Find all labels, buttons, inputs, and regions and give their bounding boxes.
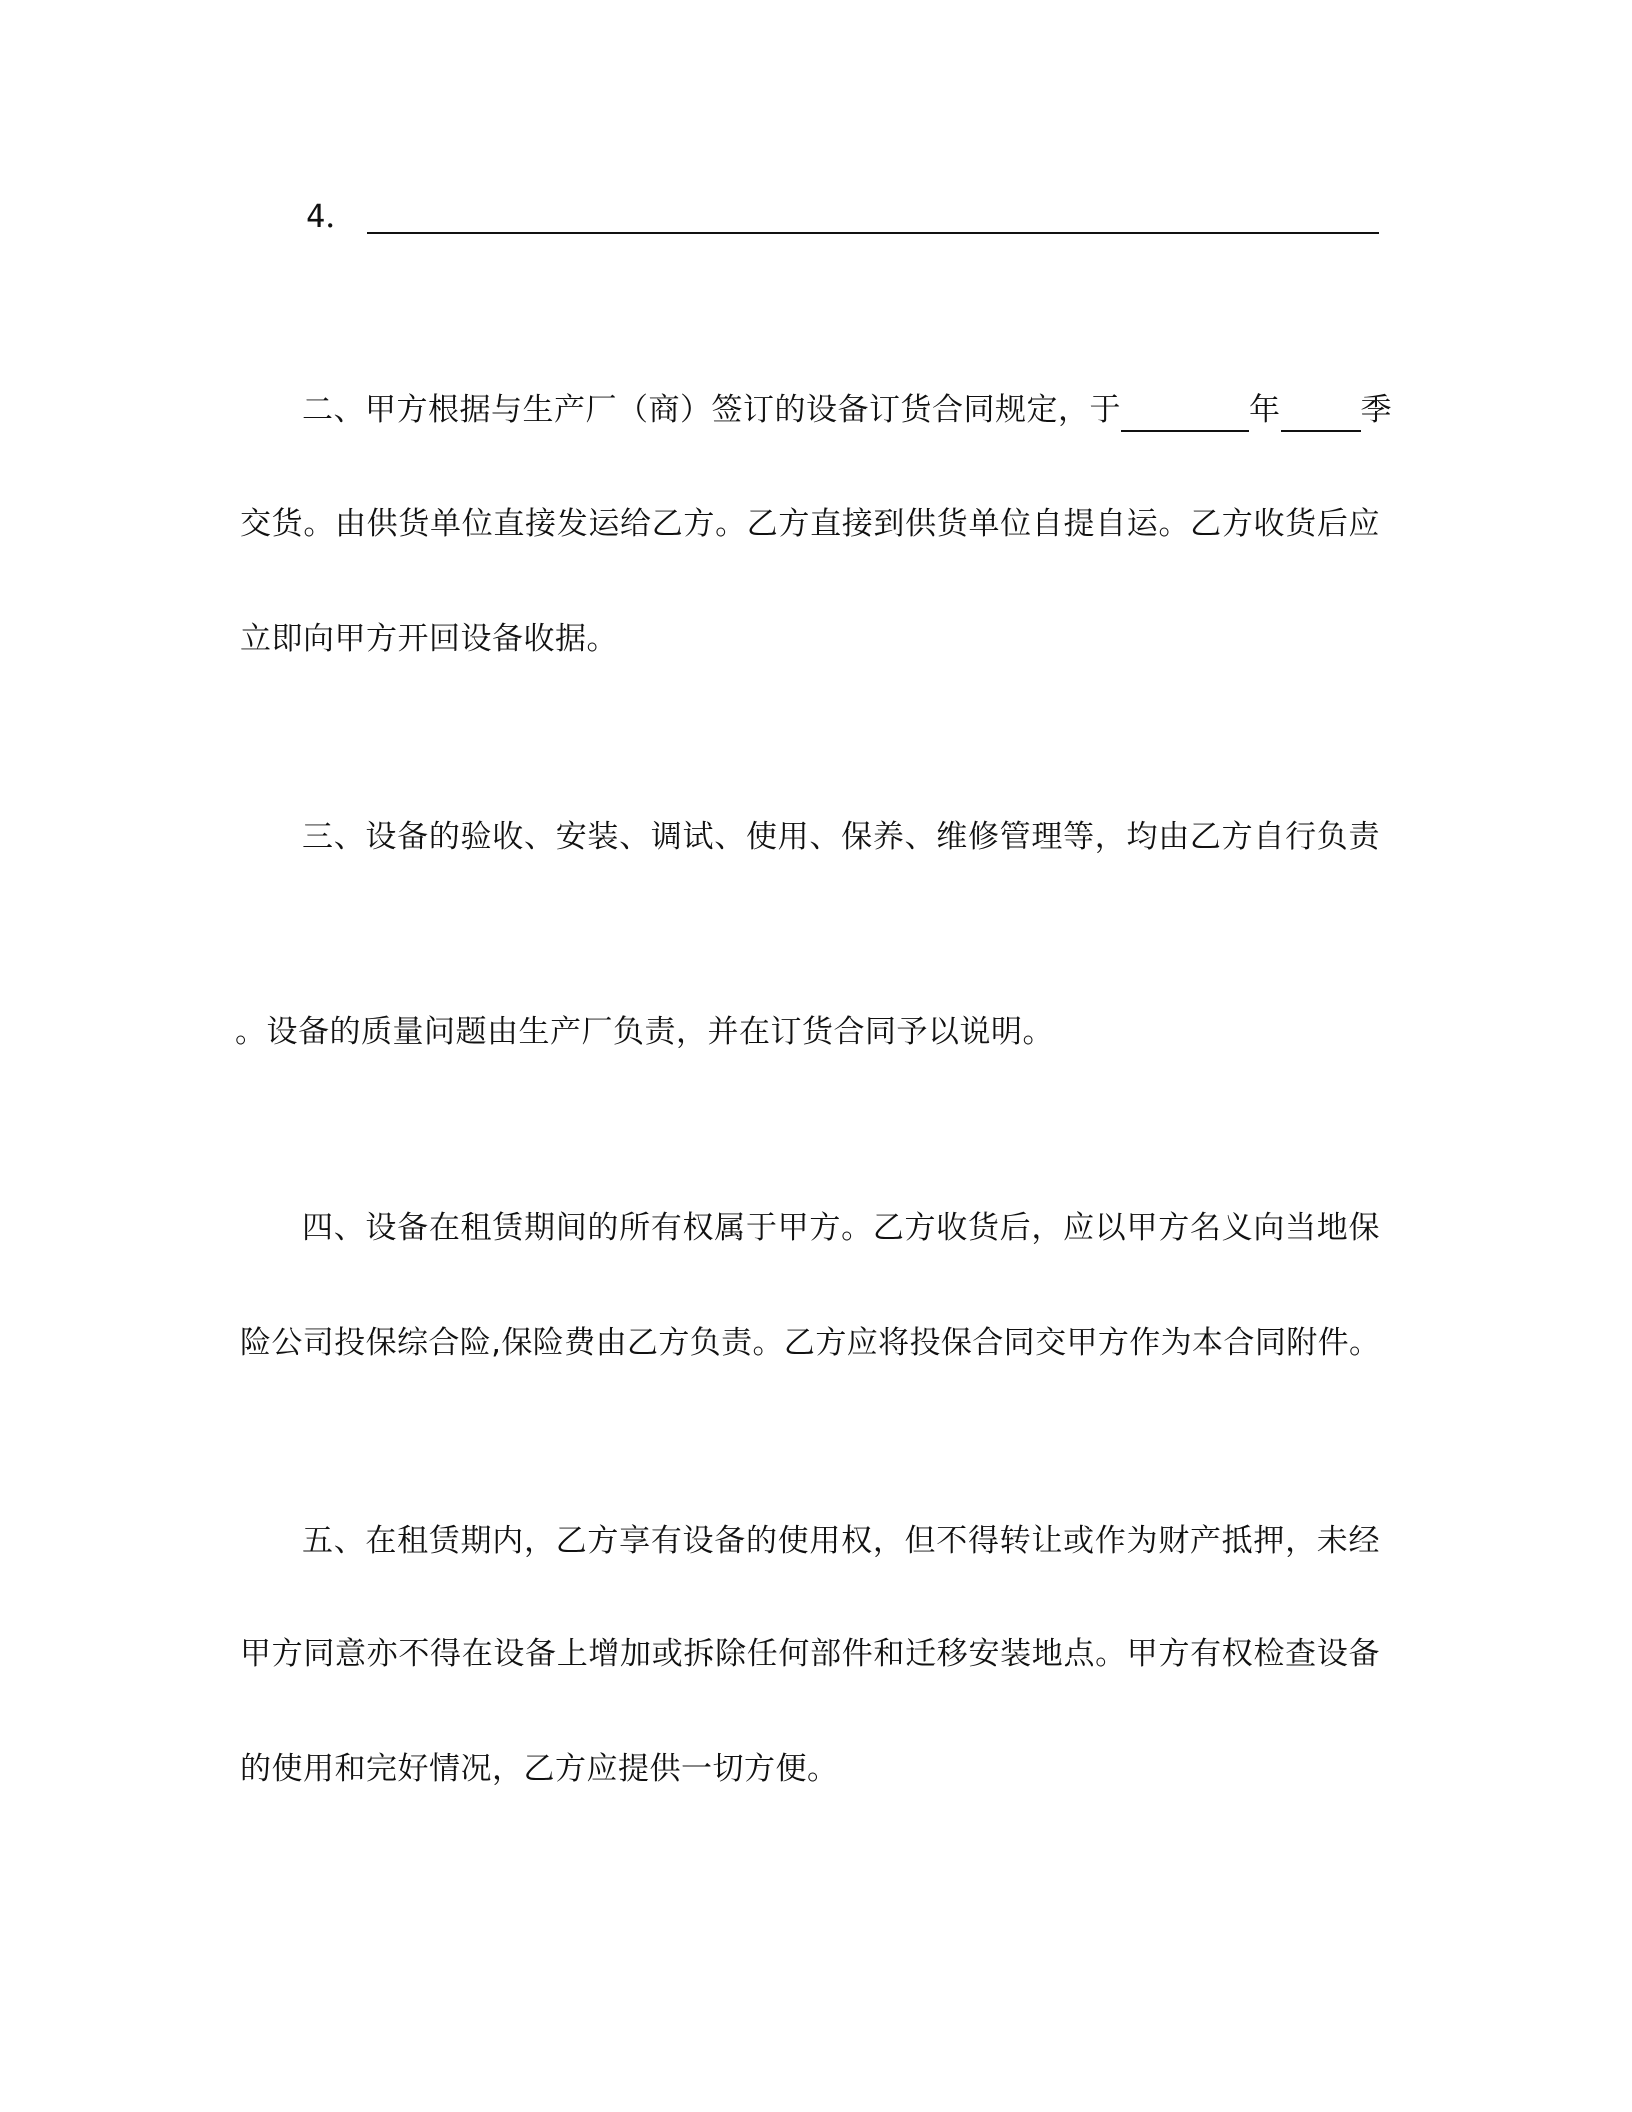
clause-4-line-2: 险公司投保综合险,保险费由乙方负责。乙方应将投保合同交甲方作为本合同附件。	[240, 1325, 1380, 1361]
clause-3-line-1: 三、设备的验收、安装、调试、使用、保养、维修管理等，均由乙方自行负责	[302, 819, 1380, 855]
item-4-blank-line	[367, 232, 1379, 234]
clause-2-line-1	[302, 388, 1392, 432]
item-4-number: 4．	[306, 197, 358, 235]
clause-4-line-1: 四、设备在租赁期间的所有权属于甲方。乙方收货后，应以甲方名义向当地保	[302, 1210, 1380, 1246]
year-label: 年	[1249, 392, 1281, 428]
clause-5-line-2: 甲方同意亦不得在设备上增加或拆除任何部件和迁移安装地点。甲方有权检查设备	[240, 1636, 1380, 1672]
clause-2-line-2: 交货。由供货单位直接发运给乙方。乙方直接到供货单位自提自运。乙方收货后应	[240, 506, 1380, 542]
season-label: 季	[1360, 392, 1392, 428]
clause-5-line-1: 五、在租赁期内，乙方享有设备的使用权，但不得转让或作为财产抵押，未经	[302, 1523, 1380, 1559]
clause-2-text: 二、甲方根据与生产厂（商）签订的设备订货合同规定，于	[302, 392, 1121, 428]
clause-3-line-2: 。设备的质量问题由生产厂负责，并在订货合同予以说明。	[235, 1014, 1054, 1050]
year-blank	[1121, 396, 1249, 432]
clause-5-line-3: 的使用和完好情况，乙方应提供一切方便。	[240, 1751, 839, 1787]
clause-2-line-3: 立即向甲方开回设备收据。	[240, 621, 618, 657]
season-blank	[1281, 396, 1361, 432]
